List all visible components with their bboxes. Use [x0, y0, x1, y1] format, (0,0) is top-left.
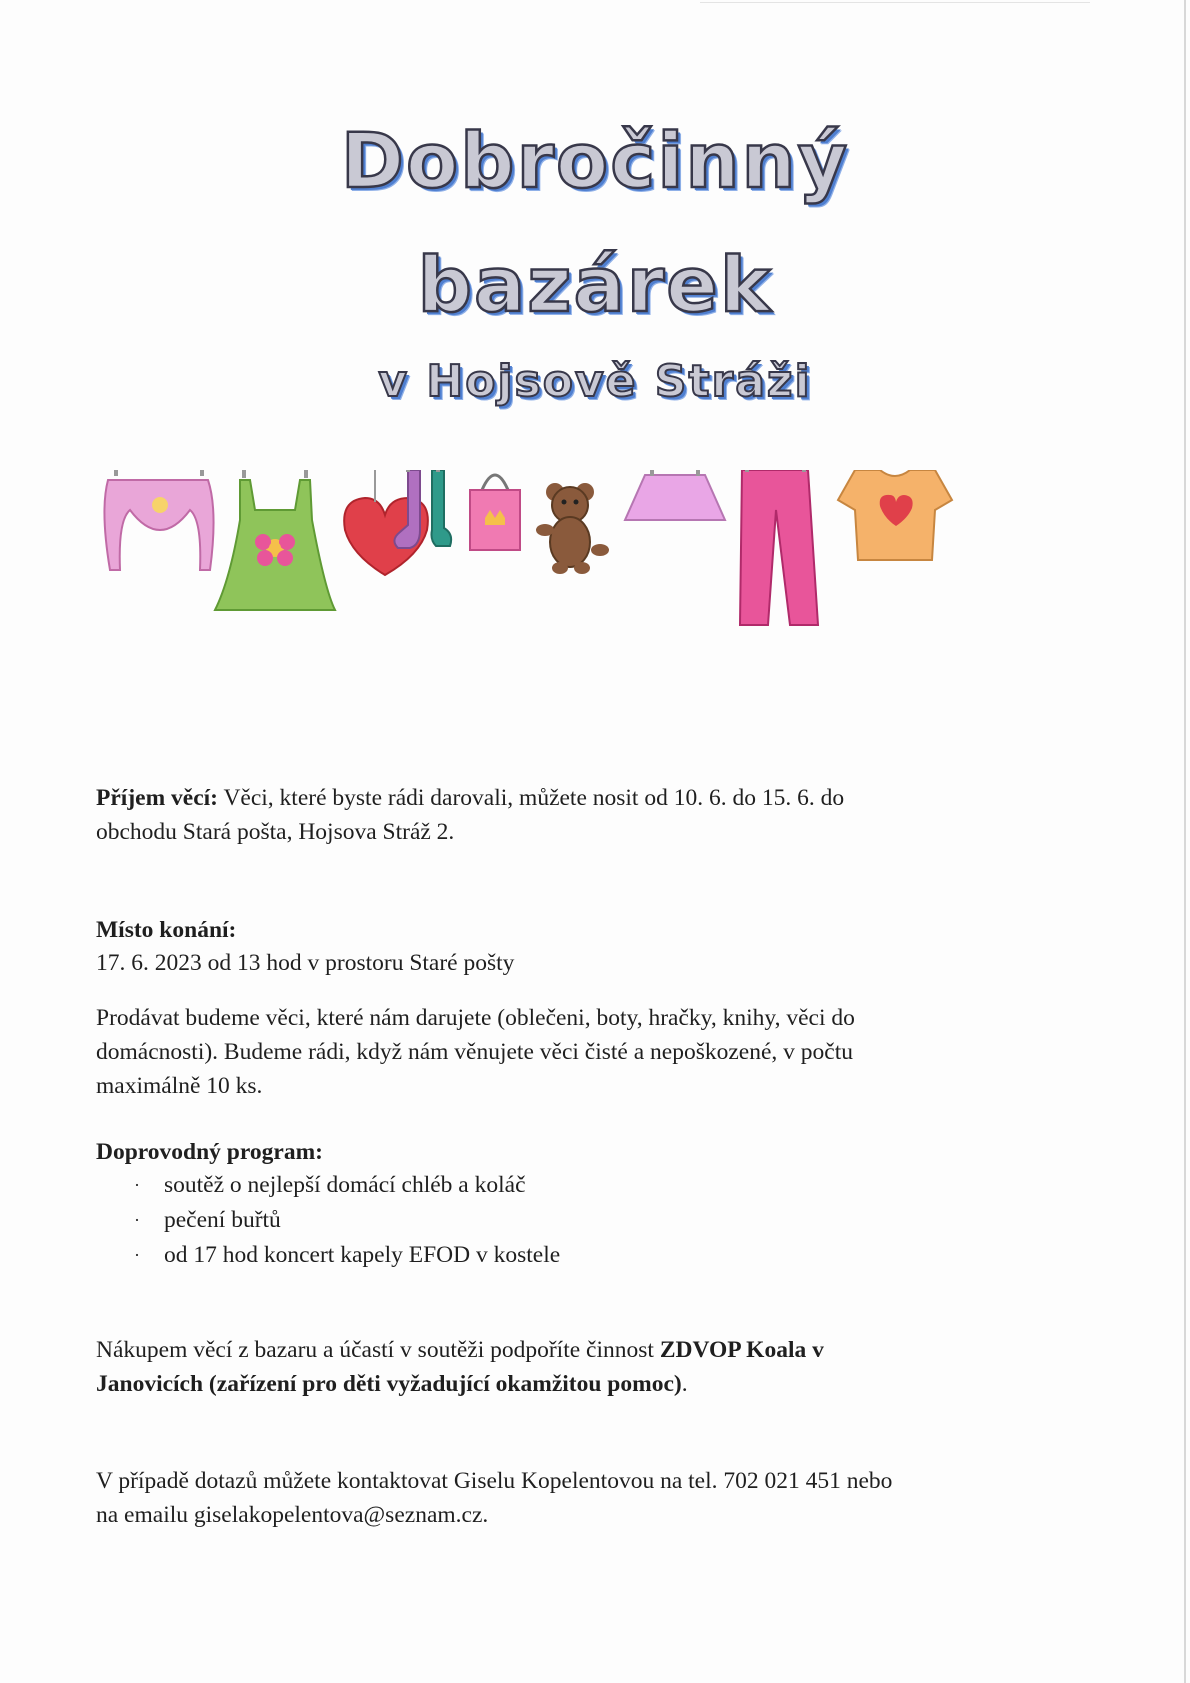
support-paragraph	[96, 1333, 1056, 1401]
intake-section	[96, 781, 1056, 849]
teddy-bear-icon	[536, 483, 609, 574]
tshirt-icon	[838, 470, 952, 560]
support-organization-detail: Janovicích (zařízení pro děti vyžadující okamžitou pomoc)	[96, 1371, 682, 1397]
skirt-icon	[625, 470, 725, 520]
program-item-text: od 17 hod koncert kapely EFOD v kostele	[164, 1242, 561, 1268]
poster-subtitle: v Hojsově Stráži	[378, 356, 812, 407]
program-item-text: pečení buřtů	[164, 1207, 281, 1233]
contact-line: V případě dotazů můžete kontaktovat Giselu Kopelentovou na tel. 702 021 451 nebo	[96, 1468, 893, 1494]
trousers-icon	[740, 470, 818, 625]
program-item-text: soutěž o nejlepší domácí chléb a koláč	[164, 1172, 526, 1198]
poster-title: Dobročinný	[340, 116, 850, 205]
contact-paragraph	[96, 1464, 1056, 1532]
program-list	[130, 1168, 560, 1273]
venue-text: 17. 6. 2023 od 13 hod v prostoru Staré pošty	[96, 950, 515, 976]
dress-icon	[215, 470, 335, 610]
clothesline-illustration	[90, 470, 1040, 690]
bib-icon	[104, 470, 213, 570]
poster-title-second-line: bazárek	[417, 240, 773, 329]
bullet-icon: ·	[134, 1210, 140, 1230]
list-item	[130, 1203, 560, 1238]
scan-edge-line	[700, 2, 1090, 3]
program-label: Doprovodný program:	[96, 1139, 323, 1165]
bullet-icon: ·	[134, 1245, 140, 1265]
intake-text-line2: obchodu Stará pošta, Hojsova Stráž 2.	[96, 819, 455, 845]
selling-line: maximálně 10 ks.	[96, 1073, 263, 1099]
bag-icon	[470, 475, 520, 550]
bullet-icon: ·	[134, 1175, 140, 1195]
intake-text: Věci, které byste rádi darovali, můžete nosit od 10. 6. do 15. 6. do	[218, 785, 845, 811]
support-organization: ZDVOP Koala v	[659, 1337, 824, 1363]
selling-line: Prodávat budeme věci, které nám darujete (oblečeni, boty, hračky, knihy, věci do	[96, 1005, 855, 1031]
venue-label: Místo konání:	[96, 917, 237, 943]
contact-line: na emailu giselakopelentova@seznam.cz.	[96, 1502, 489, 1528]
support-text-end: .	[681, 1371, 688, 1397]
intake-label: Příjem věcí:	[96, 785, 218, 811]
list-item	[130, 1168, 560, 1203]
selling-paragraph	[96, 1001, 1056, 1103]
support-text: Nákupem věcí z bazaru a účastí v soutěži podpoříte činnost	[96, 1337, 660, 1363]
selling-line: domácnosti). Budeme rádi, když nám věnujete věci čisté a nepoškozené, v počtu	[96, 1039, 853, 1065]
list-item	[130, 1238, 560, 1273]
